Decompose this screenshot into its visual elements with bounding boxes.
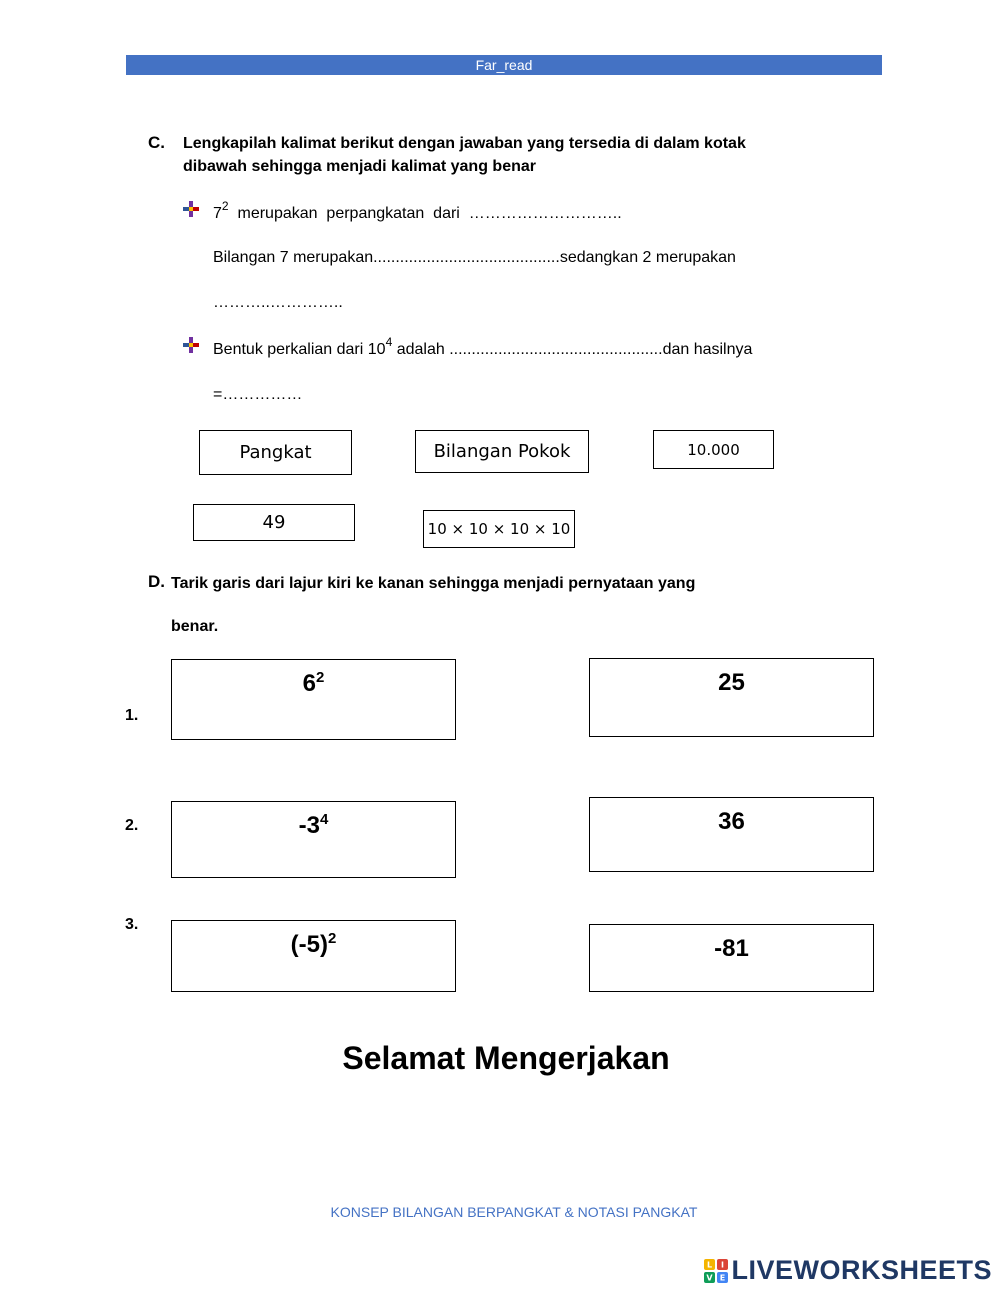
item2-line2: =…………… <box>213 386 303 403</box>
right-value: 25 <box>718 669 745 696</box>
left-base: -3 <box>298 812 320 839</box>
right-box-1[interactable] <box>589 658 874 737</box>
option-49[interactable]: 49 <box>193 504 355 541</box>
section-c-instruction-1: Lengkapilah kalimat berikut dengan jawaban yang tersedia di dalam kotak <box>183 135 746 152</box>
right-box-3[interactable] <box>589 924 874 992</box>
right-value: 36 <box>718 808 745 835</box>
option-bilangan-pokok[interactable]: Bilangan Pokok <box>415 430 589 473</box>
section-d-letter: D. <box>148 572 165 591</box>
section-d-instruction-2: benar. <box>171 618 219 635</box>
item2-text-after: adalah ................................................dan hasilnya <box>392 341 753 358</box>
left-box-2[interactable] <box>171 801 456 878</box>
footer-title: KONSEP BILANGAN BERPANGKAT & NOTASI PANGKAT <box>330 1204 698 1220</box>
left-exponent: 2 <box>316 669 325 686</box>
section-c-letter: C. <box>148 133 165 152</box>
left-exponent: 4 <box>320 811 329 828</box>
plus-bullet-icon <box>183 337 199 353</box>
row-number: 2. <box>125 817 139 834</box>
logo-letter: E <box>720 1273 726 1282</box>
left-base: 6 <box>302 670 316 697</box>
right-value: -81 <box>714 935 749 962</box>
item1-exponent: 2 <box>221 198 229 213</box>
section-c-instruction-2: dibawah sehingga menjadi kalimat yang benar <box>183 158 536 175</box>
liveworksheets-wordmark: LIVEWORKSHEETS <box>731 1255 992 1285</box>
section-d-instruction-1: Tarik garis dari lajur kiri ke kanan sehingga menjadi pernyataan yang <box>171 575 696 592</box>
option-10000[interactable]: 10.000 <box>653 430 774 469</box>
liveworksheets-logo[interactable] <box>704 1255 992 1286</box>
item2-line1 <box>213 334 753 359</box>
row-number: 1. <box>125 707 139 724</box>
left-box-3[interactable] <box>171 920 456 992</box>
item1-line2: Bilangan 7 merupakan..........................................sedangkan 2 merupakan <box>213 249 736 266</box>
row-number: 3. <box>125 916 139 933</box>
item1-text: merupakan perpangkatan dari ……………………….. <box>228 205 622 222</box>
item1-line3: ………..………….. <box>213 294 343 311</box>
right-box-2[interactable] <box>589 797 874 872</box>
option-10x10x10x10[interactable]: 10 × 10 × 10 × 10 <box>423 510 575 548</box>
liveworksheets-icon <box>704 1259 728 1283</box>
option-pangkat[interactable]: Pangkat <box>199 430 352 475</box>
header-title: Far_read <box>475 57 533 73</box>
left-exponent: 2 <box>327 930 337 947</box>
plus-bullet-icon <box>183 201 199 217</box>
item1-line1 <box>213 198 622 223</box>
closing-message: Selamat Mengerjakan <box>342 1040 670 1076</box>
item1-base: 7 <box>213 205 222 222</box>
item2-exponent: 4 <box>385 334 393 349</box>
left-base: (-5) <box>290 931 328 958</box>
logo-letter: V <box>706 1273 714 1282</box>
header-bar <box>126 55 882 75</box>
left-box-1[interactable] <box>171 659 456 740</box>
logo-letter: L <box>707 1260 713 1269</box>
item2-text-before: Bentuk perkalian dari 10 <box>213 341 386 358</box>
logo-letter: I <box>721 1260 725 1269</box>
